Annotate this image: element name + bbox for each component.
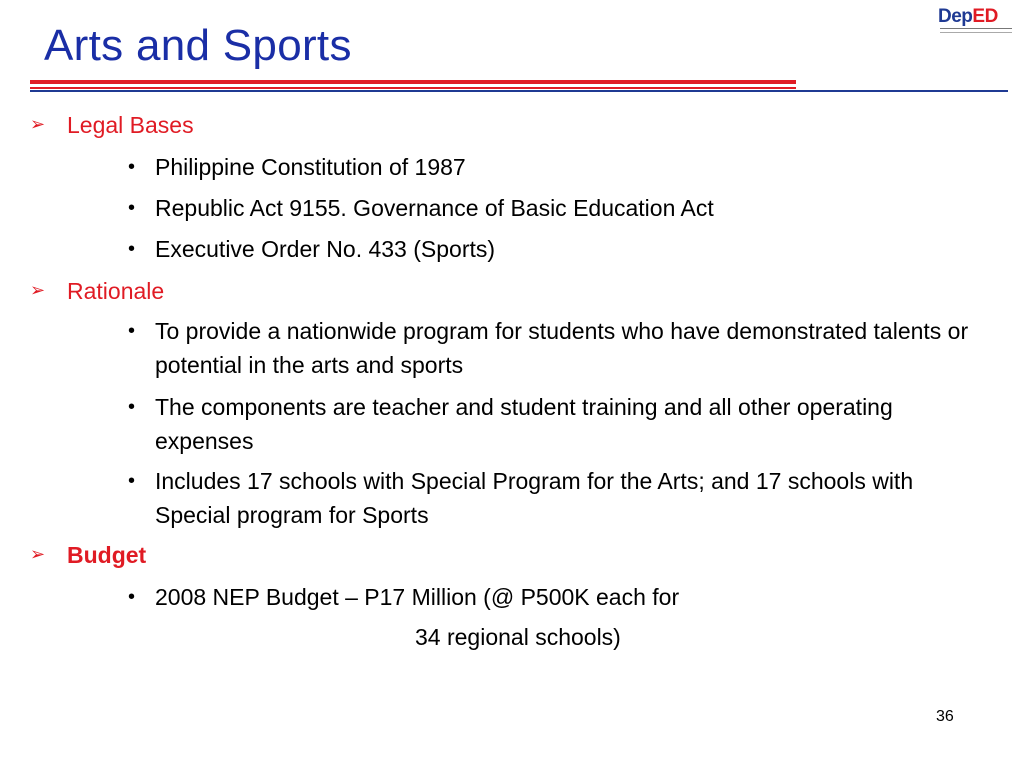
title-rule-blue (30, 90, 1008, 92)
section-heading: Budget (67, 542, 147, 568)
bullet-dot-icon: • (128, 470, 136, 492)
arrow-bullet-icon: ➢ (30, 114, 46, 134)
bullet-dot-icon: • (128, 396, 136, 418)
logo-ed: ED (972, 6, 998, 27)
logo-dep: Dep (938, 6, 973, 27)
arrow-bullet-icon: ➢ (30, 544, 46, 564)
title-rule-red-thin (30, 87, 796, 89)
bullet-dot-icon: • (128, 586, 136, 608)
bullet-dot-icon: • (128, 197, 136, 219)
bullet-dot-icon: • (128, 320, 136, 342)
bullet-dot-icon: • (128, 156, 136, 178)
arrow-bullet-icon: ➢ (30, 280, 46, 300)
title-rule-red (30, 80, 796, 84)
logo-subtext (940, 28, 1012, 33)
bullet-dot-icon: • (128, 238, 136, 260)
deped-logo (938, 6, 1016, 34)
section-heading: Rationale (67, 278, 165, 304)
page-number: 36 (936, 708, 954, 725)
section-heading: Legal Bases (67, 112, 194, 138)
list-item-continuation: 34 regional schools) (415, 624, 621, 650)
slide-title: Arts and Sports (44, 21, 352, 70)
